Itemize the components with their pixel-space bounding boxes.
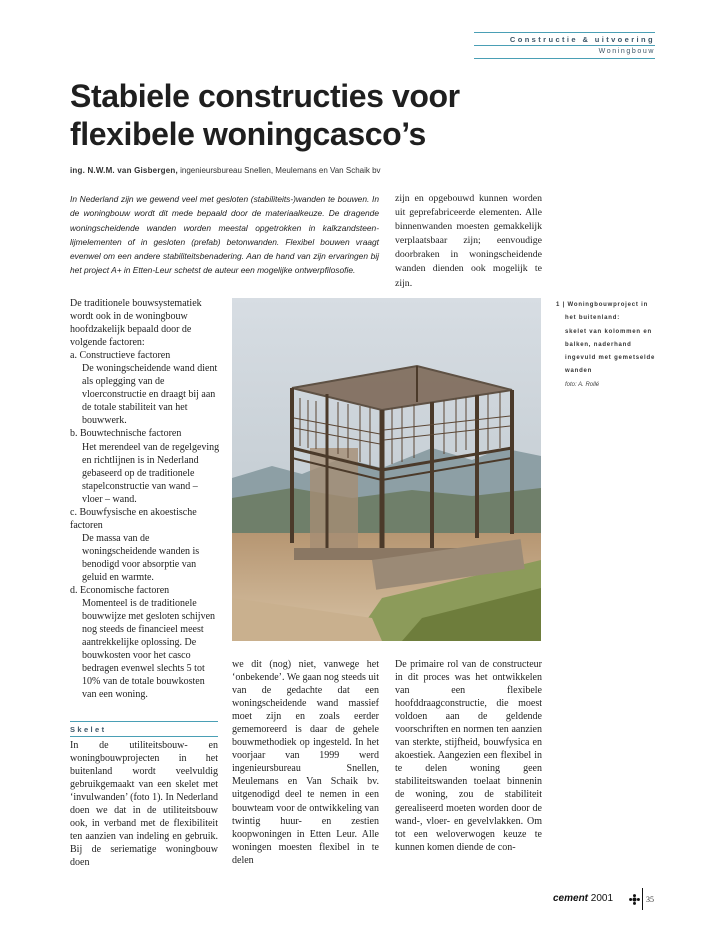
magazine-title: cement	[553, 893, 589, 904]
cement-logo-icon	[629, 894, 640, 905]
factor-label: b. Bouwtechnische factoren	[70, 428, 182, 440]
header-rule-bottom	[474, 58, 655, 59]
caption-line: skelet van kolommen en	[565, 328, 652, 335]
construction-photo	[232, 298, 541, 641]
factor-label: c. Bouwfysische en akoestische factoren	[70, 506, 197, 531]
caption-line: balken, naderhand	[565, 341, 632, 348]
author-name: ing. N.W.M. van Gisbergen,	[70, 166, 178, 175]
factor-text: De massa van de woningscheidende wanden is benodigd voor absorptie van geluid en warmte.	[82, 532, 200, 583]
article-title	[70, 77, 630, 153]
caption-line: wanden	[565, 368, 593, 375]
factor-list	[70, 349, 220, 701]
list-item	[70, 584, 220, 701]
title-line-2: flexibele woningcasco’s	[70, 116, 426, 152]
magazine-year: 2001	[590, 893, 614, 904]
section-label: Constructie & uitvoering	[509, 35, 655, 44]
footer-separator	[642, 888, 643, 910]
body-right-column: De primaire rol van de constructeur in dit proces was het ontwikkelen van een flexibele hoofddraagconstructie, die moest voldoen aan de geldende voorschriften en normen ten aanzien van sterkte, stijfheid, bouwfysica en akoestiek. Aangezien een flexibel in te delen woning geen stabiliteitswanden toelaat binnenin de woning, zou de stabiliteit gerealiseerd moeten worden door de wand-, vloer- en gevelvlakken. Om tot een weloverwogen keuze te kunnen komen diende de con-	[395, 659, 542, 853]
list-item	[70, 506, 220, 584]
section-rule-bottom	[70, 736, 218, 737]
photo-credit: foto: A. Rollé	[565, 381, 600, 388]
factor-label: d. Economische factoren	[70, 585, 170, 597]
caption-line: ingevuld met gemetselde	[565, 355, 656, 362]
factor-text: Momenteel is de traditionele bouwwijze met gesloten schijven nog steeds de financieel meest aantrekkelijke oplossing. De bouwkosten voor het casco bedragen evenwel slechts 5 tot 10% van de totale bouwkosten van een woning.	[82, 598, 216, 701]
body-lead: De traditionele bouwsystematiek wordt ook in de woningbouw hoofdzakelijk bepaald door de volgende factoren:	[70, 298, 202, 349]
list-item	[70, 349, 220, 427]
photo-caption	[556, 299, 666, 392]
intro-continuation: zijn en opgebouwd kunnen worden uit geprefabriceerde elementen. Alle binnenwanden moesten gemakkelijk verplaatsbaar zijn; eenvoudige doorbraken in woningscheidende wanden dienden ook mogelijk te zijn.	[395, 193, 542, 289]
section-heading-skelet: Skelet	[70, 725, 107, 734]
subsection-label: Woningbouw	[598, 48, 655, 55]
factor-text: Het merendeel van de regelgeving en richtlijnen is in Nederland gebaseerd op de traditionele stapelconstructie van wand – vloer – wand.	[82, 441, 220, 505]
byline	[70, 166, 381, 175]
header-rule-top	[474, 32, 655, 33]
caption-line: het buitenland:	[565, 315, 620, 322]
list-item	[70, 427, 220, 505]
intro-paragraph: In Nederland zijn we gewend veel met gesloten (stabiliteits-)wanden te bouwen. In de woningbouw wordt dit mede bepaald door de materiaalkeuze. De dragende woningscheidende wanden worden meestal opgetrokken in kalkzandsteen-lijmelementen of in gesloten (prefab) betonwanden. Flexibel bouwen vraagt evenwel om een andere stabiliteitsbenadering. Aan de hand van zijn ervaringen bij het project A+ in Etten-Leur schetst de auteur een mogelijke ontwerpfilosofie.	[70, 194, 379, 276]
caption-line: 1 | Woningbouwproject in	[556, 302, 649, 308]
section-rule-top	[70, 721, 218, 722]
title-line-1: Stabiele constructies voor	[70, 78, 460, 114]
body-left-column	[70, 297, 220, 701]
header-rule-middle	[474, 45, 655, 46]
factor-text: De woningscheidende wand dient als oplegging van de vloerconstructie en draagt bij aan de totale stabiliteit van het bouwwerk.	[82, 363, 218, 427]
skelet-paragraph: In de utiliteitsbouw- en woningbouwprojecten in het buitenland wordt veelvuldig gebruikgemaakt van een skelet met ‘invulwanden’ (foto 1). In Nederland doen we dat in de utiliteitsbouw ook, in verband met de flexibiliteit ten aanzien van indeling en gebruik. Bij de seriematige woningbouw doen	[70, 740, 218, 869]
page-number: 35	[646, 895, 654, 904]
body-middle-column: we dit (nog) niet, vanwege het ‘onbekende’. We gaan nog steeds uit van de gedachte dat een woningscheidende wand massief moet zijn en zoals eerder gememoreerd is daar de gehele bouwmethodiek op ingesteld. In het voorjaar van 1999 werd ingenieursbureau Snellen, Meulemans en Van Schaik bv. uitgenodigd deel te nemen in een bouwteam voor de ontwikkeling van twintig huur- en zestien koopwoningen in Etten Leur. Alle woningen moesten flexibel in te delen	[232, 659, 379, 866]
factor-label: a. Constructieve factoren	[70, 350, 171, 362]
magazine-name	[553, 893, 613, 904]
author-affiliation: ingenieursbureau Snellen, Meulemans en Van Schaik bv	[177, 166, 381, 175]
